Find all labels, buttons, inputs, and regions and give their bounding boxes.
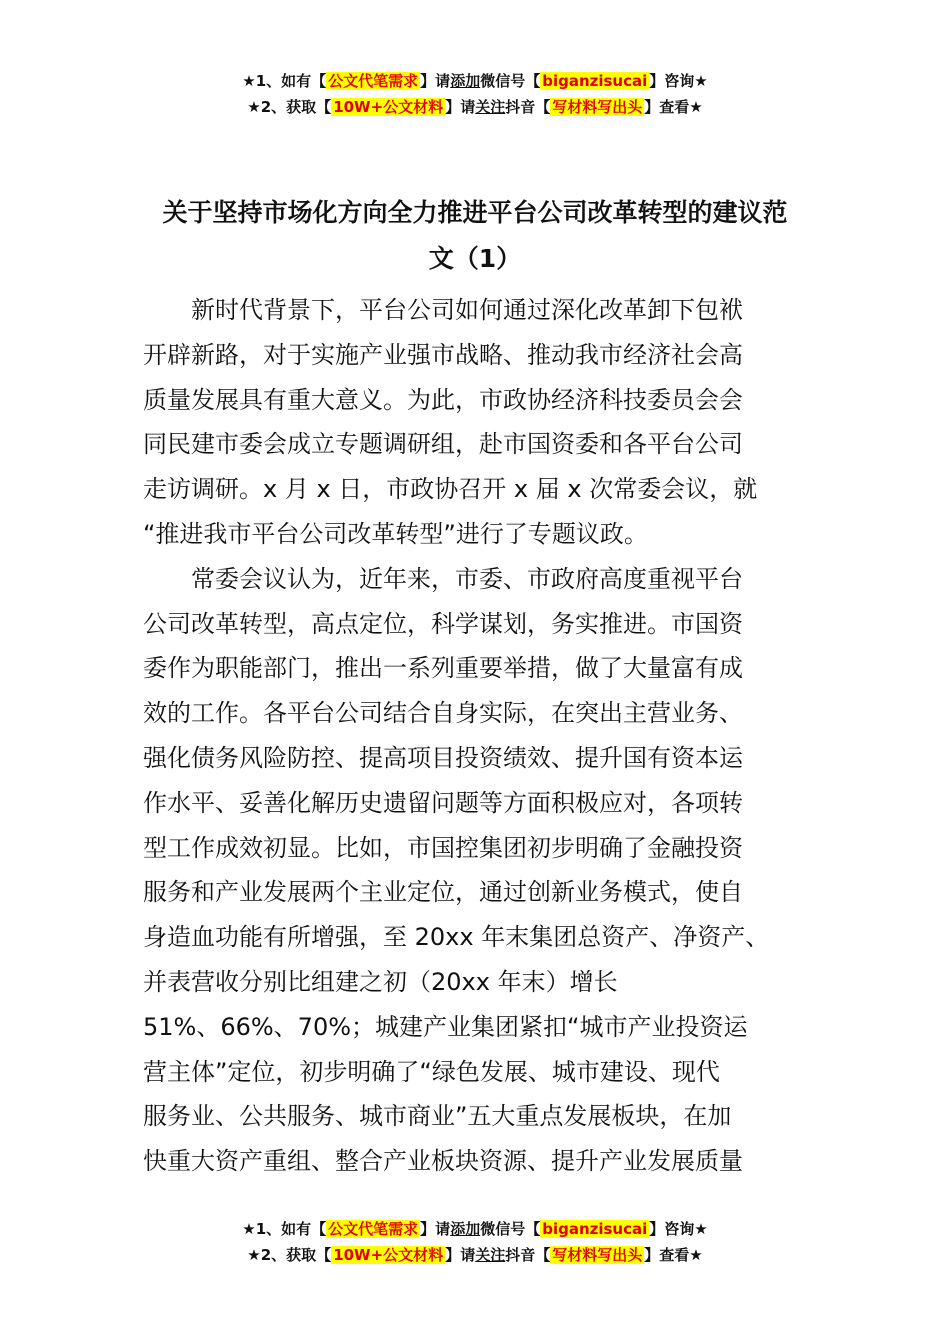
banner-underlined: 关注 (475, 98, 506, 116)
banner-highlight: 10W+公文材料 (333, 98, 444, 116)
banner-line-2 (0, 94, 950, 120)
banner-text: 微信号【 (480, 72, 541, 90)
body-line: 走访调研。x 月 x 日，市政协召开 x 届 x 次常委会议，就 (143, 475, 758, 504)
banner-highlight: biganzisucai (542, 72, 648, 90)
body-line: 委作为职能部门，推出一系列重要举措，做了大量富有成 (143, 654, 743, 683)
banner-underlined: 添加 (450, 72, 481, 90)
document-body (143, 288, 813, 1184)
banner-line-1 (0, 1216, 950, 1242)
banner-line-2 (0, 1242, 950, 1268)
body-line: 质量发展具有重大意义。为此，市政协经济科技委员会会 (143, 385, 743, 414)
title-line: 文（1） (428, 244, 522, 273)
banner-highlight: 公文代笔需求 (328, 72, 419, 90)
banner-highlight: biganzisucai (542, 1220, 648, 1238)
banner-text: 】请 (445, 1246, 476, 1264)
banner-text: 】查看★ (644, 1246, 703, 1264)
body-line: 常委会议认为，近年来，市委、市政府高度重视平台 (143, 564, 743, 593)
body-line: 身造血功能有所增强，至 20xx 年末集团总资产、净资产、 (143, 923, 770, 952)
body-line: 强化债务风险防控、提高项目投资绩效、提升国有资本运 (143, 743, 743, 772)
body-line: “推进我市平台公司改革转型”进行了专题议政。 (143, 519, 648, 548)
banner-highlight: 写材料写出头 (552, 1246, 643, 1264)
title-line: 关于坚持市场化方向全力推进平台公司改革转型的建议范 (162, 198, 788, 227)
body-line: 效的工作。各平台公司结合自身实际，在突出主营业务、 (143, 699, 743, 728)
body-line: 同民建市委会成立专题调研组，赴市国资委和各平台公司 (143, 430, 743, 459)
banner-text: ★2、获取【 (247, 1246, 332, 1264)
banner-highlight: 公文代笔需求 (328, 1220, 419, 1238)
body-line: 快重大资产重组、整合产业板块资源、提升产业发展质量 (143, 1147, 743, 1176)
document-title (140, 190, 810, 282)
body-line: 型工作成效初显。比如，市国控集团初步明确了金融投资 (143, 833, 743, 862)
body-line: 服务和产业发展两个主业定位，通过创新业务模式，使自 (143, 878, 743, 907)
banner-text: ★1、如有【 (242, 1220, 327, 1238)
banner-underlined: 关注 (475, 1246, 506, 1264)
banner-text: 抖音【 (505, 98, 551, 116)
top-banner (0, 68, 950, 120)
body-line: 新时代背景下，平台公司如何通过深化改革卸下包袱 (143, 296, 743, 324)
body-line: 作水平、妥善化解历史遗留问题等方面积极应对，各项转 (143, 788, 743, 817)
body-line: 营主体”定位，初步明确了“绿色发展、城市建设、现代 (143, 1057, 720, 1086)
banner-highlight: 10W+公文材料 (333, 1246, 444, 1264)
banner-highlight: 写材料写出头 (552, 98, 643, 116)
banner-text: 】请 (420, 72, 451, 90)
body-line: 并表营收分别比组建之初（20xx 年末）增长 (143, 967, 618, 996)
banner-text: 微信号【 (480, 1220, 541, 1238)
body-line: 51%、66%、70%；城建产业集团紧扣“城市产业投资运 (143, 1012, 748, 1041)
banner-text: 】咨询★ (649, 72, 708, 90)
banner-text: ★2、获取【 (247, 98, 332, 116)
banner-underlined: 添加 (450, 1220, 481, 1238)
banner-line-1 (0, 68, 950, 94)
banner-text: 】请 (445, 98, 476, 116)
banner-text: ★1、如有【 (242, 72, 327, 90)
banner-text: 】咨询★ (649, 1220, 708, 1238)
body-line: 公司改革转型，高点定位，科学谋划，务实推进。市国资 (143, 609, 743, 638)
body-line: 服务业、公共服务、城市商业”五大重点发展板块，在加 (143, 1102, 732, 1131)
banner-text: 】查看★ (644, 98, 703, 116)
bottom-banner (0, 1216, 950, 1268)
body-line: 开辟新路，对于实施产业强市战略、推动我市经济社会高 (143, 340, 743, 369)
banner-text: 抖音【 (505, 1246, 551, 1264)
banner-text: 】请 (420, 1220, 451, 1238)
